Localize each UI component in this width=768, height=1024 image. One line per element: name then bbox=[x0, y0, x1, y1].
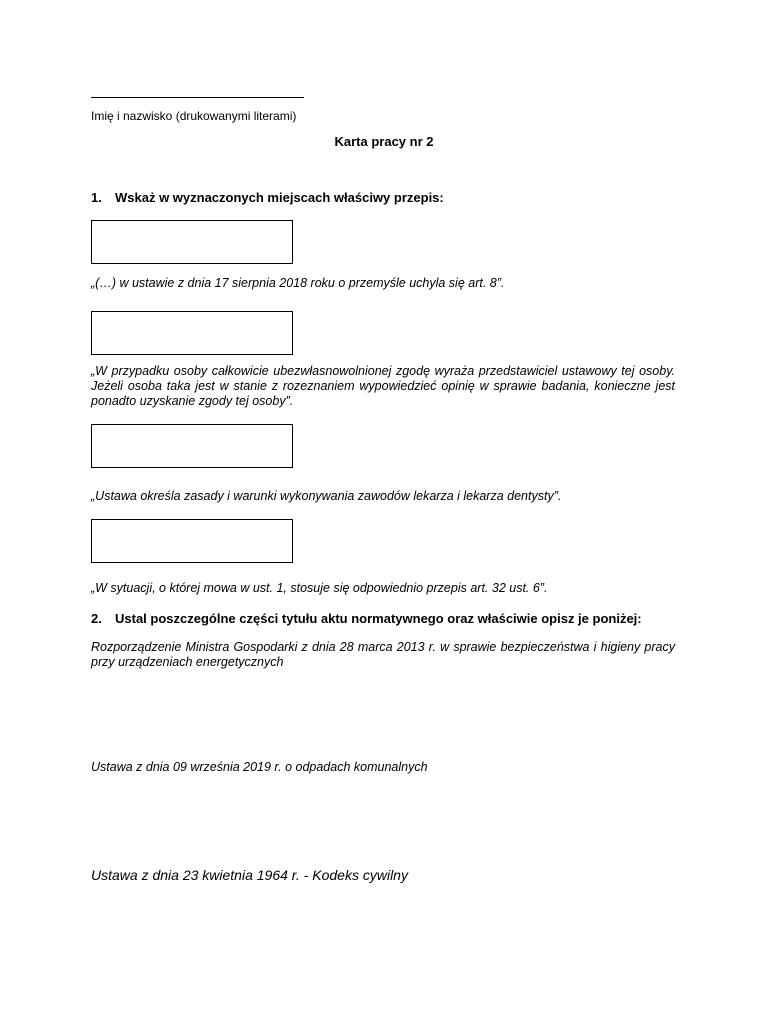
task-1-heading bbox=[91, 190, 681, 206]
task-1-heading-text: Wskaż w wyznaczonych miejscach właściwy przepis: bbox=[115, 190, 444, 205]
answer-box-4[interactable] bbox=[91, 519, 293, 563]
task-2-heading-text: Ustal poszczególne części tytułu aktu normatywnego oraz właściwie opisz je poniżej: bbox=[115, 611, 642, 626]
quote-4: „W sytuacji, o której mowa w ust. 1, stosuje się odpowiednio przepis art. 32 ust. 6”. bbox=[91, 581, 548, 595]
answer-box-1[interactable] bbox=[91, 220, 293, 264]
quote-3: „Ustawa określa zasady i warunki wykonywania zawodów lekarza i lekarza dentysty”. bbox=[91, 489, 562, 503]
answer-box-2[interactable] bbox=[91, 311, 293, 355]
name-signature-line[interactable] bbox=[91, 97, 304, 98]
task-2-heading bbox=[91, 611, 681, 627]
task-1-number: 1. bbox=[91, 190, 102, 205]
answer-box-3[interactable] bbox=[91, 424, 293, 468]
act-title-2: Ustawa z dnia 09 września 2019 r. o odpadach komunalnych bbox=[91, 760, 428, 774]
page-title: Karta pracy nr 2 bbox=[334, 134, 434, 149]
act-title-3: Ustawa z dnia 23 kwietnia 1964 r. - Kodeks cywilny bbox=[91, 867, 408, 883]
task-2-number: 2. bbox=[91, 611, 102, 626]
name-caption: Imię i nazwisko (drukowanymi literami) bbox=[91, 109, 297, 123]
quote-1: „(…) w ustawie z dnia 17 sierpnia 2018 roku o przemyśle uchyla się art. 8”. bbox=[91, 276, 505, 290]
act-title-1: Rozporządzenie Ministra Gospodarki z dnia 28 marca 2013 r. w sprawie bezpieczeństwa i higieny pracy przy urządzeniach energetycznych bbox=[91, 640, 675, 669]
quote-2: „W przypadku osoby całkowicie ubezwłasnowolnionej zgodę wyraża przedstawiciel ustawowy tej osoby. Jeżeli osoba taka jest w stanie z rozeznaniem wypowiedzieć opinię w sprawie badania, konieczne jest ponadto uzyskanie zgody tej osoby”. bbox=[91, 364, 675, 408]
